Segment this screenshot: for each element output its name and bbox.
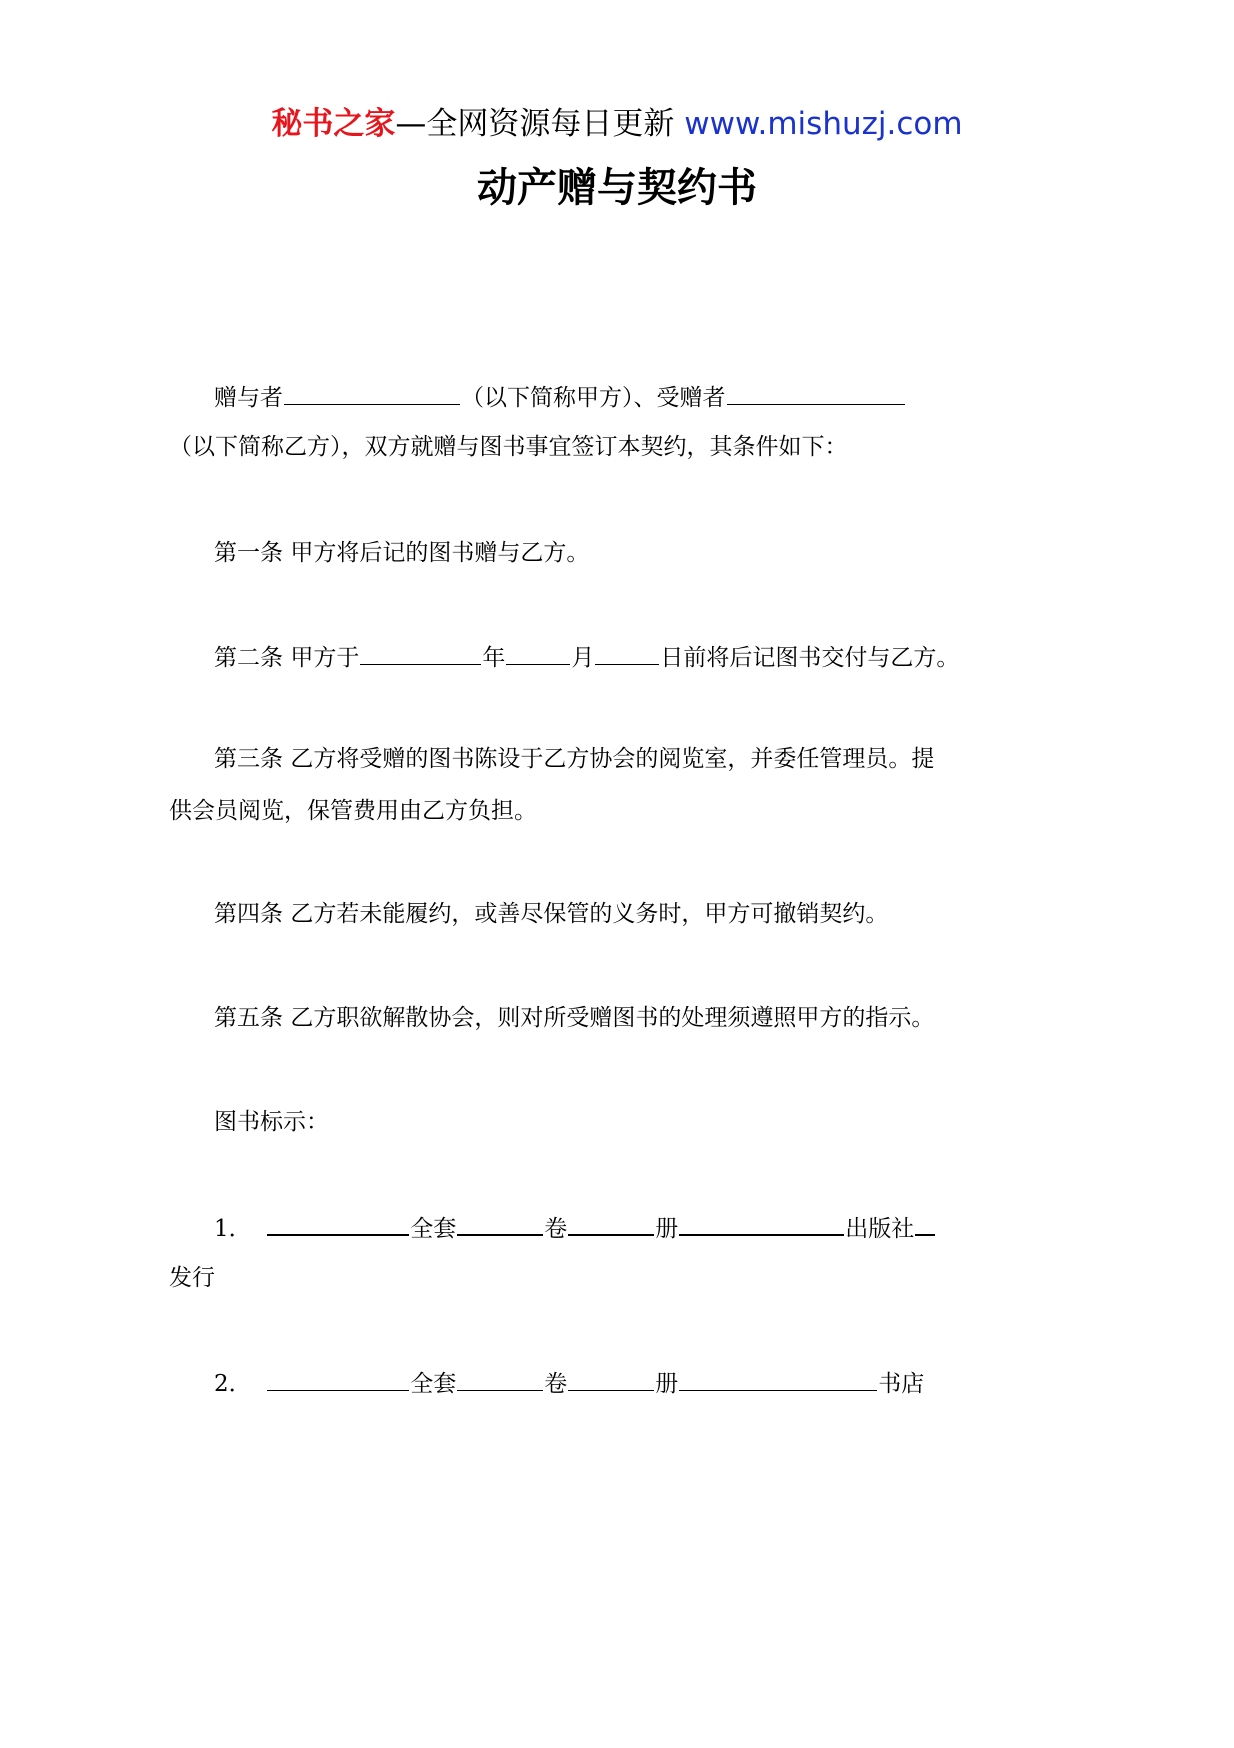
book-1-set-blank[interactable]	[457, 1210, 543, 1236]
header-tagline: —全网资源每日更新	[395, 106, 675, 142]
article-3-line-1	[214, 743, 934, 775]
book-2-volume: 卷	[544, 1371, 568, 1397]
article-5-label: 第五条	[214, 1005, 283, 1031]
book-1-publisher: 出版社	[845, 1216, 915, 1242]
header-url[interactable]: www.mishuzj.com	[684, 106, 963, 142]
month-blank[interactable]	[506, 640, 570, 665]
article-1	[214, 537, 589, 569]
year-blank[interactable]	[360, 640, 481, 665]
book-2-number: 2．	[214, 1371, 252, 1397]
article-2-text-before: 甲方于	[290, 645, 360, 671]
article-1-text: 甲方将后记的图书赠与乙方。	[290, 540, 590, 566]
article-3-text-1: 乙方将受赠的图书陈设于乙方协会的阅览室，并委任管理员。提	[290, 746, 935, 772]
brand-name: 秘书之家	[271, 106, 396, 142]
article-4-label: 第四条	[214, 901, 283, 927]
book-1-tail-blank[interactable]	[915, 1210, 935, 1236]
article-3-line-2	[169, 795, 537, 827]
article-3-text-2: 供会员阅览，保管费用由乙方负担。	[169, 798, 537, 824]
book-2-store: 书店	[878, 1371, 925, 1397]
article-1-label: 第一条	[214, 540, 283, 566]
recipient-blank[interactable]	[727, 380, 905, 405]
article-5-text: 乙方职欲解散协会，则对所受赠图书的处理须遵照甲方的指示。	[290, 1005, 935, 1031]
book-1-volume-blank[interactable]	[568, 1210, 654, 1236]
book-item-1-line-2	[169, 1262, 215, 1294]
book-item-1	[214, 1210, 936, 1245]
article-2	[214, 640, 959, 674]
book-1-number: 1．	[214, 1216, 252, 1242]
article-4	[214, 898, 888, 930]
books-heading: 图书标示：	[214, 1109, 329, 1135]
intro-line-1	[214, 380, 906, 414]
month-label: 月	[571, 645, 595, 671]
book-1-set: 全套	[410, 1216, 457, 1242]
article-5	[214, 1002, 934, 1034]
book-1-volumes: 册	[655, 1216, 679, 1242]
donor-abbr: （以下简称甲方）、受赠者	[461, 385, 726, 411]
year-label: 年	[482, 645, 506, 671]
recipient-abbr: （以下简称乙方），双方就赠与图书事宜签订本契约，其条件如下：	[169, 434, 848, 460]
book-2-title-blank[interactable]	[267, 1366, 409, 1391]
article-3-label: 第三条	[214, 746, 283, 772]
book-1-title-blank[interactable]	[267, 1210, 409, 1236]
day-blank[interactable]	[595, 640, 659, 665]
donor-label: 赠与者	[214, 385, 283, 411]
book-1-publisher-blank[interactable]	[679, 1210, 844, 1236]
intro-line-2	[169, 431, 848, 463]
book-item-2	[214, 1366, 924, 1400]
book-2-volume-blank[interactable]	[568, 1366, 654, 1391]
book-1-end: 发行	[169, 1265, 215, 1291]
article-2-text-after: 日前将后记图书交付与乙方。	[660, 645, 960, 671]
book-2-set-blank[interactable]	[457, 1366, 543, 1391]
book-2-store-blank[interactable]	[679, 1366, 877, 1391]
article-4-text: 乙方若未能履约，或善尽保管的义务时，甲方可撤销契约。	[290, 901, 889, 927]
site-header	[0, 104, 1234, 144]
document-title: 动产赠与契约书	[477, 165, 757, 211]
article-2-label: 第二条	[214, 645, 283, 671]
book-2-set: 全套	[410, 1371, 457, 1397]
book-2-volumes: 册	[655, 1371, 679, 1397]
book-1-volume: 卷	[544, 1216, 568, 1242]
donor-blank[interactable]	[284, 380, 460, 405]
